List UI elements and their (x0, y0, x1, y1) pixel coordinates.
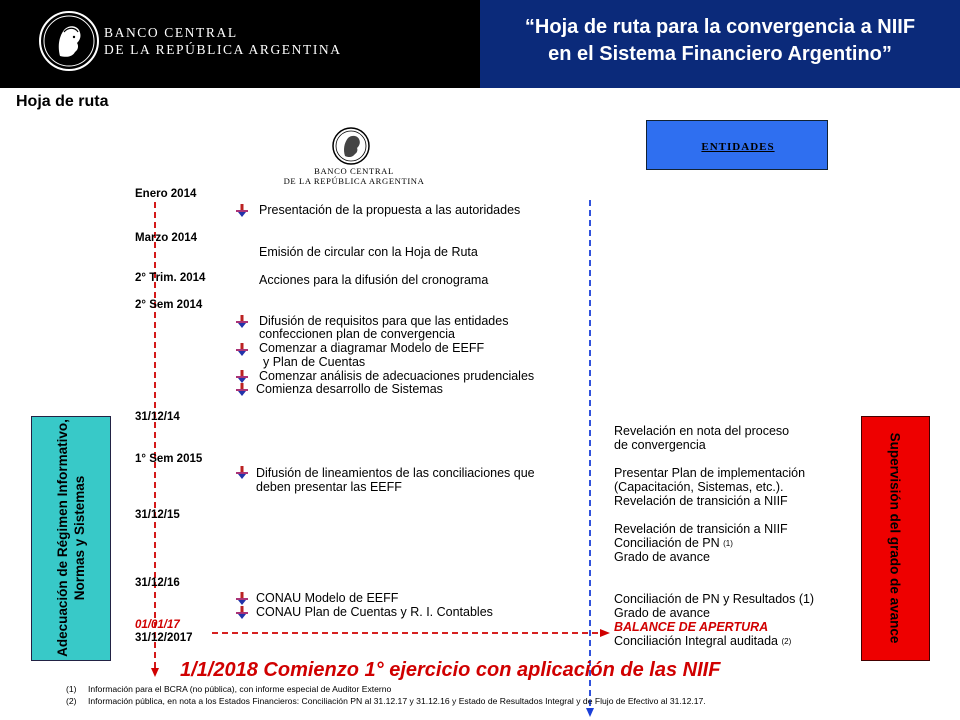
arrow-down-bullet-icon (236, 383, 248, 396)
left-box-line1: Adecuación de Régimen Informativo, (55, 419, 70, 657)
right-plan-implementacion-1: Presentar Plan de implementación (614, 466, 806, 480)
date-01-01-17: 01/01/17 (135, 619, 180, 631)
bank-name-line1: BANCO CENTRAL (104, 25, 238, 40)
arrow-down-bullet-icon (236, 204, 248, 217)
date-1-sem-2015: 1° Sem 2015 (135, 453, 203, 465)
arrow-down-bullet-icon (236, 315, 248, 328)
footnote-2-text: Información pública, en nota a los Estados Financieros: Conciliación PN al 31.12.17 y 31.12.16 y Estado de Resultados Integral y de Flujo de Efectivo al 31.12.17. (88, 696, 706, 706)
footnote-2-num: (2) (66, 696, 77, 706)
arrow-down-bullet-icon (236, 592, 248, 605)
footnote-1 (66, 684, 391, 694)
bank-name-line2: DE LA REPÚBLICA ARGENTINA (104, 42, 342, 57)
date-2-sem-2014: 2° Sem 2014 (135, 299, 203, 311)
date-31-12-2017: 31/12/2017 (135, 632, 193, 644)
right-conciliacion-pn-text: Conciliación de PN (614, 536, 720, 550)
item-difusion-requisitos-2: confeccionen plan de convergencia (259, 327, 455, 341)
entidades-label: ENTIDADES (701, 141, 775, 153)
item-desarrollo-sistemas: Comienza desarrollo de Sistemas (256, 382, 443, 396)
item-adecuaciones-prudenciales: Comenzar análisis de adecuaciones prudenciales (259, 369, 535, 383)
inner-bank-line2: DE LA REPÚBLICA ARGENTINA (283, 176, 425, 186)
right-conciliacion-integral-text: Conciliación Integral auditada (614, 634, 778, 648)
item-diagramar-modelo-1: Comenzar a diagramar Modelo de EEFF (259, 341, 485, 355)
right-conciliacion-integral (614, 635, 791, 648)
right-grado-avance-b: Grado de avance (614, 606, 710, 620)
left-box-label (54, 419, 88, 657)
item-lineamientos-1: Difusión de lineamientos de las conciliaciones que (256, 466, 535, 480)
arrow-down-bullet-icon (236, 370, 248, 383)
right-revelacion-nota-2: de convergencia (614, 438, 706, 452)
niif-start-statement: 1/1/2018 Comienzo 1° ejercicio con aplicación de las NIIF (180, 659, 721, 681)
right-balance-apertura: BALANCE DE APERTURA (614, 620, 769, 634)
date-marzo-2014: Marzo 2014 (135, 232, 198, 244)
date-31-12-15: 31/12/15 (135, 509, 180, 521)
item-diagramar-modelo-2: y Plan de Cuentas (263, 355, 366, 369)
right-grado-avance-a: Grado de avance (614, 550, 710, 564)
item-emision-circular: Emisión de circular con la Hoja de Ruta (259, 245, 478, 259)
footnote-1-num: (1) (66, 684, 77, 694)
inner-bank-line1: BANCO CENTRAL (314, 166, 394, 176)
item-acciones-difusion: Acciones para la difusión del cronograma (259, 273, 489, 287)
right-revelacion-transicion-b: Revelación de transición a NIIF (614, 522, 788, 536)
item-difusion-requisitos-1: Difusión de requisitos para que las entidades (259, 314, 509, 328)
right-revelacion-transicion-a: Revelación de transición a NIIF (614, 494, 788, 508)
arrow-down-bullet-icon (236, 606, 248, 619)
item-conau-plan: CONAU Plan de Cuentas y R. I. Contables (256, 605, 493, 619)
arrow-down-bullet-icon (236, 343, 248, 356)
date-31-12-14: 31/12/14 (135, 411, 180, 423)
date-31-12-16: 31/12/16 (135, 577, 180, 589)
blue-down-arrowhead (586, 708, 594, 717)
footnote-ref-1: (1) (723, 539, 733, 548)
title-line2: en el Sistema Financiero Argentino” (548, 43, 892, 65)
item-conau-modelo: CONAU Modelo de EEFF (256, 591, 399, 605)
date-enero-2014: Enero 2014 (135, 188, 197, 200)
title-line1: “Hoja de ruta para la convergencia a NIIF (524, 16, 916, 38)
red-right-arrowhead (600, 629, 610, 637)
right-box-label (887, 433, 904, 644)
right-plan-implementacion-2: (Capacitación, Sistemas, etc.). (614, 480, 784, 494)
right-conciliacion-pn-resultados: Conciliación de PN y Resultados (1) (614, 592, 815, 606)
item-presentacion: Presentación de la propuesta a las autoridades (259, 203, 521, 217)
right-conciliacion-pn (614, 537, 733, 550)
left-box-line2: Normas y Sistemas (72, 475, 87, 601)
arrow-down-bullet-icon (236, 466, 248, 479)
item-lineamientos-2: deben presentar las EEFF (256, 480, 402, 494)
right-revelacion-nota-1: Revelación en nota del proceso (614, 424, 790, 438)
footnote-ref-2: (2) (781, 637, 792, 646)
page-heading: Hoja de ruta (16, 93, 109, 110)
red-down-arrowhead (151, 668, 159, 677)
right-box-line1: Supervisión del grado de avance (887, 432, 903, 644)
footnote-2 (66, 696, 706, 706)
footnote-1-text: Información para el BCRA (no pública), con informe especial de Auditor Externo (88, 684, 392, 694)
date-2-trim-2014: 2° Trim. 2014 (135, 272, 206, 284)
